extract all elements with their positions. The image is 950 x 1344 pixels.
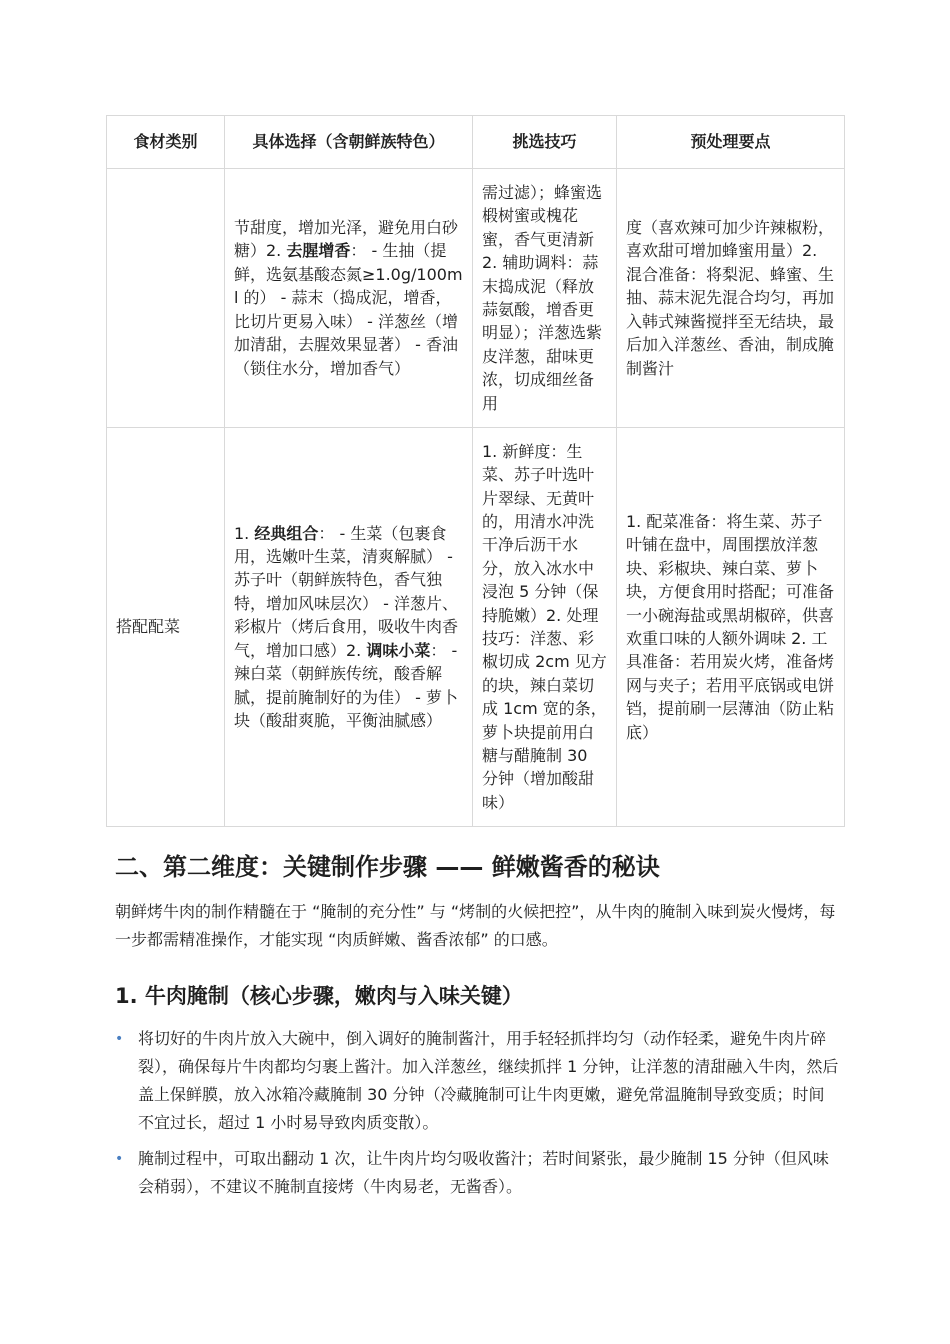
cell-choice: 1. 经典组合： - 生菜（包裹食用，选嫩叶生菜，清爽解腻） - 苏子叶（朝鲜族特色，香气独特，增加风味层次） - 洋葱片、彩椒片（烤后食用，吸收牛肉香气，增加口感）2. 调味小菜： - 辣白菜（朝鲜族传统，酸香解腻，提前腌制好的为佳） - 萝卜块（酸甜爽脆，平衡油腻感） (225, 428, 473, 827)
table-row (107, 169, 845, 428)
section-intro: 朝鲜烤牛肉的制作精髓在于 “腌制的充分性” 与 “烤制的火候把控”，从牛肉的腌制入味到炭火慢烤，每一步都需精准操作，才能实现 “肉质鲜嫩、酱香浓郁” 的口感。 (115, 902, 836, 949)
table-row (107, 428, 845, 827)
section-heading: 二、第二维度：关键制作步骤 —— 鲜嫩酱香的秘诀 (115, 853, 660, 881)
cell-prep: 1. 配菜准备：将生菜、苏子叶铺在盘中，周围摆放洋葱块、彩椒块、辣白菜、萝卜块，方便食用时搭配；可准备一小碗海盐或黑胡椒碎，供喜欢重口味的人额外调味 2. 工具准备：若用炭火烤，准备烤网与夹子；若用平底锅或电饼铛，提前刷一层薄油（防止粘底） (617, 428, 845, 827)
header-choice: 具体选择（含朝鲜族特色） (225, 116, 473, 169)
cell-category: 搭配配菜 (107, 428, 225, 827)
list-item (115, 1025, 840, 1137)
list-item (115, 1145, 840, 1201)
step-list (115, 1025, 840, 1209)
bullet-icon: • (115, 1031, 124, 1047)
ingredient-table (106, 115, 845, 827)
header-category: 食材类别 (107, 116, 225, 169)
table-header-row (107, 116, 845, 169)
subsection-heading: 1. 牛肉腌制（核心步骤，嫩肉与入味关键） (115, 984, 523, 1008)
bullet-icon: • (115, 1151, 124, 1167)
header-prep: 预处理要点 (617, 116, 845, 169)
list-item-text: 腌制过程中，可取出翻动 1 次，让牛肉片均匀吸收酱汁；若时间紧张，最少腌制 15 分钟（但风味会稍弱），不建议不腌制直接烤（牛肉易老，无酱香）。 (138, 1149, 829, 1196)
cell-prep: 度（喜欢辣可加少许辣椒粉，喜欢甜可增加蜂蜜用量）2. 混合准备：将梨泥、蜂蜜、生抽、蒜末泥先混合均匀，再加入韩式辣酱搅拌至无结块，最后加入洋葱丝、香油，制成腌制酱汁 (617, 169, 845, 428)
cell-tips: 需过滤）；蜂蜜选椴树蜜或槐花蜜，香气更清新 2. 辅助调料：蒜末捣成泥（释放蒜氨酸，增香更明显）；洋葱选紫皮洋葱，甜味更浓，切成细丝备用 (473, 169, 617, 428)
cell-tips: 1. 新鲜度：生菜、苏子叶选叶片翠绿、无黄叶的，用清水冲洗干净后沥干水分，放入冰水中浸泡 5 分钟（保持脆嫩）2. 处理技巧：洋葱、彩椒切成 2cm 见方的块，辣白菜切成 1cm 宽的条，萝卜块提前用白糖与醋腌制 30 分钟（增加酸甜味） (473, 428, 617, 827)
cell-choice: 节甜度，增加光泽，避免用白砂糖）2. 去腥增香： - 生抽（提鲜，选氨基酸态氮≥1.0g/100ml 的） - 蒜末（捣成泥，增香，比切片更易入味） - 洋葱丝（增加清甜，去腥效果显著） - 香油（锁住水分，增加香气） (225, 169, 473, 428)
header-tips: 挑选技巧 (473, 116, 617, 169)
cell-category (107, 169, 225, 428)
list-item-text: 将切好的牛肉片放入大碗中，倒入调好的腌制酱汁，用手轻轻抓拌均匀（动作轻柔，避免牛肉片碎裂），确保每片牛肉都均匀裹上酱汁。加入洋葱丝，继续抓拌 1 分钟，让洋葱的清甜融入牛肉，然后盖上保鲜膜，放入冰箱冷藏腌制 30 分钟（冷藏腌制可让牛肉更嫩，避免常温腌制导致变质；时间不宜过长，超过 1 小时易导致肉质变散）。 (138, 1029, 839, 1132)
